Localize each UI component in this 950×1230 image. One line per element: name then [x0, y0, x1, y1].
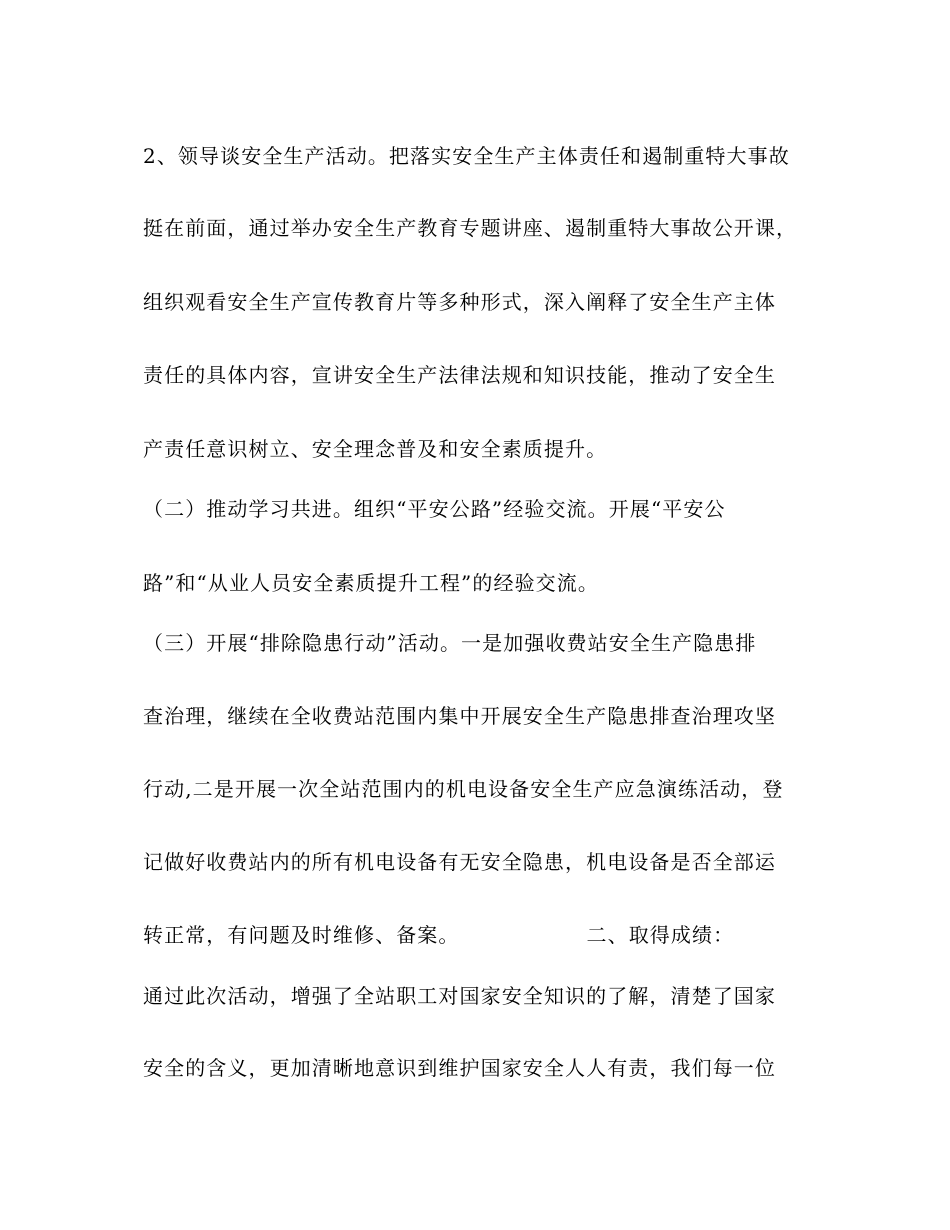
paragraph-line: 安全的含义，更加清晰地意识到维护国家安全人人有责，我们每一位: [143, 1056, 776, 1080]
paragraph-line: 2、领导谈安全生产活动。把落实安全生产主体责任和遏制重特大事故: [143, 144, 790, 168]
section-heading: 二、取得成绩：: [586, 923, 735, 947]
paragraph-line-text: 转正常，有问题及时维修、备案。: [143, 923, 460, 947]
paragraph-line: 挺在前面，通过举办安全生产教育专题讲座、遏制重特大事故公开课，: [143, 216, 798, 240]
paragraph-line: 产责任意识树立、安全理念普及和安全素质提升。: [143, 437, 608, 461]
paragraph-line: 行动,二是开展一次全站范围内的机电设备安全生产应急演练活动，登: [143, 777, 784, 801]
paragraph-line: 通过此次活动，增强了全站职工对国家安全知识的了解，清楚了国家: [143, 984, 776, 1008]
paragraph-line: 责任的具体内容，宣讲安全生产法律法规和知识技能，推动了安全生: [143, 363, 776, 387]
section-heading-line: （三）开展“排除隐患行动”活动。一是加强收费站安全生产隐患排: [143, 631, 757, 655]
paragraph-line: [143, 922, 734, 948]
paragraph-line: 记做好收费站内的所有机电设备有无安全隐患，机电设备是否全部运: [143, 850, 776, 874]
section-heading-line: （二）推动学习共进。组织“平安公路”经验交流。开展“平安公: [143, 497, 726, 521]
paragraph-line: 查治理，继续在全收费站范围内集中开展安全生产隐患排查治理攻坚: [143, 704, 776, 728]
paragraph-line: 路”和“从业人员安全素质提升工程”的经验交流。: [143, 571, 599, 595]
paragraph-line: 组织观看安全生产宣传教育片等多种形式，深入阐释了安全生产主体: [143, 290, 776, 314]
